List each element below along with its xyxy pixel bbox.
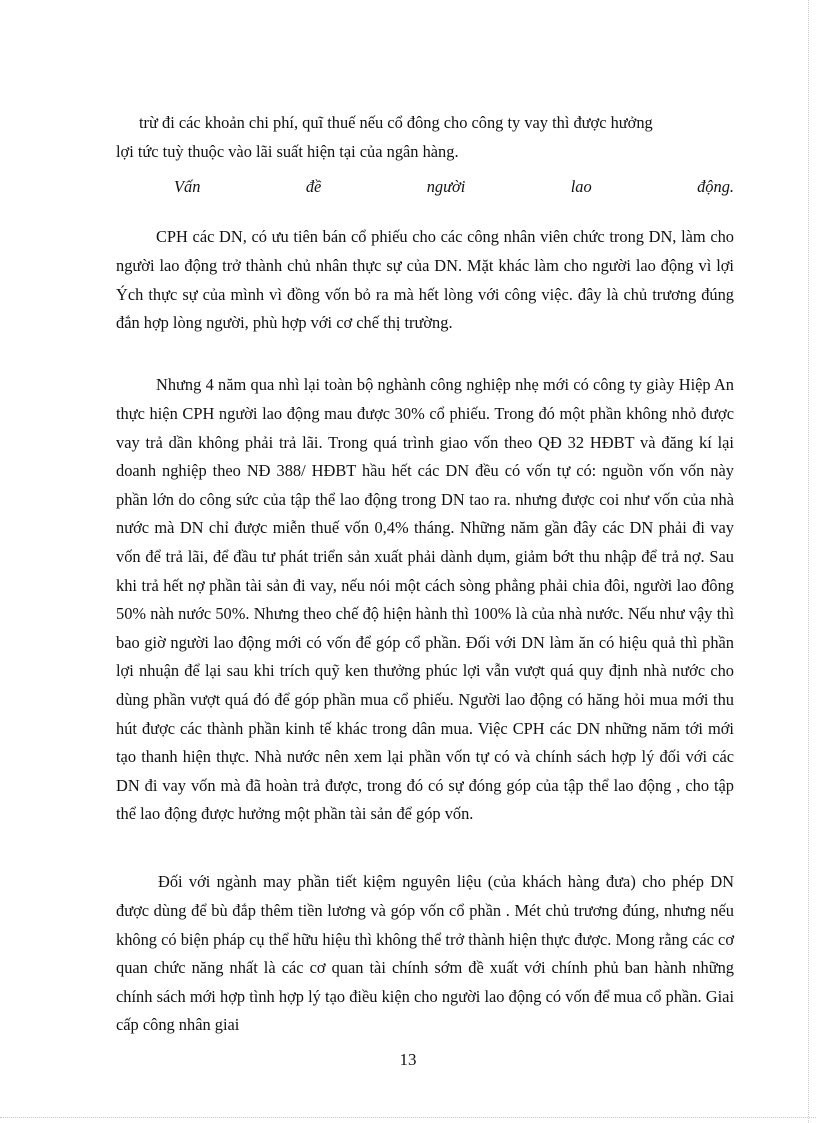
section-heading: [174, 173, 734, 202]
page-border-bottom: [0, 1117, 816, 1118]
heading-word: người: [426, 177, 466, 196]
paragraph-line: trừ đi các khoản chi phí, quĩ thuế nếu cổ đông cho công ty vay thì được hưởng: [139, 113, 653, 132]
heading-word: đề: [305, 177, 322, 196]
paragraph: Đối với ngành may phần tiết kiệm nguyên liệu (của khách hàng đưa) cho phép DN được dùng để bù đắp thêm tiền lương và góp vốn cổ phần . Mét chủ trương đúng, nhưng nếu không có biện pháp cụ thể hữu hiệu thì không thể trở thành hiện thực được. Mong rằng các cơ quan chức năng nhất là các cơ quan tài chính sớm đề xuất với chính phủ ban hành những chính sách mới hợp tình hợp lý tạo điều kiện cho người lao động có vốn để mua cổ phần. Giai cấp công nhân giai: [116, 872, 734, 1035]
heading-word: động.: [697, 177, 734, 196]
paragraph: Nhưng 4 năm qua nhì lại toàn bộ nghành công nghiệp nhẹ mới có công ty giày Hiệp An thực hiện CPH người lao động mau được 30% cổ phiếu. Trong đó một phần không nhỏ được vay trả dần không phải trả lãi. Trong quá trình giao vốn theo QĐ 32 HĐBT và đăng kí lại doanh nghiệp theo NĐ 388/ HĐBT hầu hết các DN đều có vốn tự có: nguồn vốn vốn này phần lớn do công sức của tập thể lao động trong DN tao ra. nhưng được coi như vốn của nhà nước mà DN chỉ được miễn thuế vốn 0,4% tháng. Những năm gần đây các DN phải đi vay vốn để trả lãi, để đầu tư phát triển sản xuất phải dành dụm, giảm bớt thu nhập để trả nợ. Sau khi trả hết nợ phần tài sản đi vay, nếu nói một cách sòng phẳng phải chia đôi, người lao đông 50% nàh nước 50%. Nhưng theo chế độ hiện hành thì 100% là của nhà nước. Nếu như vậy thì bao giờ người lao động mới có vốn để góp cổ phần. Đối với DN làm ăn có hiệu quả thì phần lợi nhuận để lại sau khi trích quỹ ken thưởng phúc lợi vẫn vượt quá quy định nhà nước cho dùng phần vượt quá đó để góp phần mua cổ phiếu. Người lao động có hăng hỏi mua mới thu hút được các thành phần kinh tế khác trong dân mua. Việc CPH các DN những năm tới mới tạo thanh hiện thực. Nhà nước nên xem lại phần vốn tự có và chính sách hợp lý đối với các DN đi vay vốn mà đã hoàn trả được, trong đó có sự đóng góp của tập thể lao động , cho tập thể lao động được hưởng một phần tài sản để góp vốn.: [116, 375, 734, 824]
page-border-right: [808, 0, 809, 1123]
heading-word: lao: [570, 177, 592, 196]
paragraph-continuation: [116, 109, 734, 166]
page-number: 13: [399, 1050, 417, 1069]
heading-word: Vấn: [174, 177, 201, 196]
paragraph: CPH các DN, có ưu tiên bán cổ phiếu cho các công nhân viên chức trong DN, làm cho người lao động trở thành chủ nhân thực sự của DN. Mặt khác làm cho người lao động vì lợi Ých thực sự của mình vì đồng vốn bỏ ra mà hết lòng với công việc. đây là chủ trương đúng đắn hợp lòng người, phù hợp với cơ chế thị trường.: [116, 227, 734, 333]
paragraph-line: lợi tức tuỳ thuộc vào lãi suất hiện tại của ngân hàng.: [116, 141, 459, 161]
